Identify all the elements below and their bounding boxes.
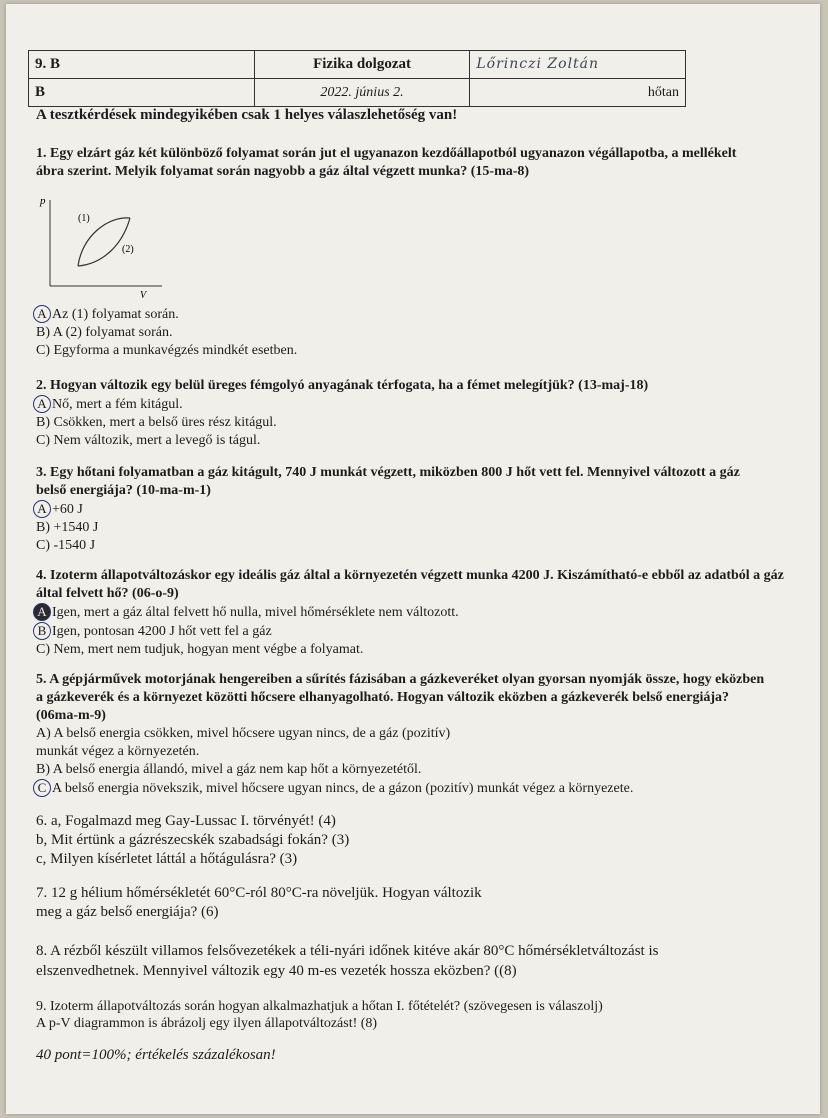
question-6c: c, Milyen kísérletet láttál a hőtágulásra? (3)	[36, 851, 298, 867]
selected-mark: A	[33, 305, 51, 323]
question-6b: b, Mit értünk a gázrészecskék szabadsági fokán? (3)	[36, 832, 350, 848]
pv-diagram	[30, 188, 170, 303]
instructions: A tesztkérdések mindegyikében csak 1 helyes válaszlehetőség van!	[36, 107, 458, 123]
question-4-text: 4. Izoterm állapotváltozáskor egy ideális gáz által a környezetén végzett munka 4200 J. Kiszámítható-e ebből az adatból a gáz által felvett hő? (06-o-9)	[36, 568, 784, 601]
signature-cell	[470, 51, 686, 79]
answer-1b[interactable]: B) A (2) folyamat során.	[36, 325, 173, 340]
answer-5a[interactable]: A) A belső energia csökken, mivel hőcsere ugyan nincs, de a gáz (pozitív)	[36, 726, 451, 741]
answer-5c[interactable]: C A belső energia növekszik, mivel hőcsere ugyan nincs, de a gázon (pozitív) munkát végez a környezete.	[36, 779, 766, 798]
question-2	[36, 377, 766, 450]
question-6	[36, 812, 349, 869]
question-6a: 6. a, Fogalmazd meg Gay-Lussac I. törvényét! (4)	[36, 813, 336, 829]
question-8: 8. A rézből készült villamos felsővezetékek a téli-nyári időnek kitéve akár 80°C hőmérsékletváltozást is elszenvedhetnek. Mennyivel változik egy 40 m-es vezeték hossza eközben? ((8)	[36, 943, 659, 979]
question-3-text: 3. Egy hőtani folyamatban a gáz kitágult, 740 J munkát végzett, miközben 800 J hőt vett fel. Mennyivel változott a gáz belső energiája? (10-ma-m-1)	[36, 465, 740, 498]
answer-5b[interactable]: B) A belső energia állandó, mivel a gáz nem kap hőt a környezetétől.	[36, 762, 422, 777]
answer-1a[interactable]: A Az (1) folyamat során.	[36, 305, 297, 324]
answer-3c[interactable]: C) -1540 J	[36, 538, 96, 553]
group-cell: B	[29, 79, 255, 107]
answer-2b[interactable]: B) Csökken, mert a belső üres rész kitágul.	[36, 415, 277, 430]
selected-mark: B	[33, 622, 51, 640]
question-2-text: 2. Hogyan változik egy belül üreges fémgolyó anyagának térfogata, ha a fémet melegítjük? (13-maj-18)	[36, 378, 649, 393]
selected-mark: A	[33, 395, 51, 413]
question-1-answers	[36, 305, 297, 360]
question-7: 7. 12 g hélium hőmérsékletét 60°C-ról 80°C-ra növeljük. Hogyan változik meg a gáz belső energiája? (6)	[36, 885, 482, 920]
selected-mark: A	[33, 500, 51, 518]
answer-2a[interactable]: A Nő, mert a fém kitágul.	[36, 395, 766, 414]
curve-1-label: (1)	[78, 213, 90, 224]
answer-2c[interactable]: C) Nem változik, mert a levegő is tágul.	[36, 433, 261, 448]
student-signature: Lőrinczi Zoltán	[476, 56, 600, 72]
header-table	[28, 50, 686, 107]
answer-4b[interactable]: B Igen, pontosan 4200 J hőt vett fel a gáz	[36, 622, 786, 641]
date-cell: 2022. június 2.	[254, 79, 470, 107]
selected-mark: C	[33, 779, 51, 797]
question-1	[36, 145, 756, 181]
question-9: 9. Izoterm állapotváltozás során hogyan alkalmazhatjuk a hőtan I. főtételét? (szövegesen is válaszolj) A p-V diagrammon is ábrázolj egy ilyen állapotváltozást! (8)	[36, 999, 603, 1031]
curve-1	[78, 218, 130, 266]
v-axis-label: V	[140, 290, 147, 301]
answer-3a[interactable]: A +60 J	[36, 500, 756, 519]
curve-2-label: (2)	[122, 244, 134, 255]
question-1-text: 1. Egy elzárt gáz két különböző folyamat során jut el ugyanazon kezdőállapotból ugyanazon végállapotba, a mellékelt ábra szerint. Melyik folyamat során nagyobb a gáz által végzett munka? (15-ma-8)	[36, 146, 737, 179]
topic-cell: hőtan	[470, 79, 686, 107]
p-axis-label: p	[40, 195, 46, 207]
class-cell: 9. B	[29, 51, 255, 79]
answer-5a-cont: munkát végez a környezetén.	[36, 744, 200, 759]
answer-4a[interactable]: A Igen, mert a gáz által felvett hő nulla, mivel hőmérséklete nem változott.	[36, 603, 786, 622]
question-4	[36, 567, 786, 659]
scoring-footer: 40 pont=100%; értékelés százalékosan!	[36, 1047, 276, 1063]
question-5-text: 5. A gépjárművek motorjának hengereiben a sűrítés fázisában a gázkeveréket olyan gyorsan nyomják össze, hogy eközben a gázkeverék és a környezet közötti hőcsere elhanyagolható. Hogyan változik eközben a gázkeverék belső energiája? (06ma-m-9)	[36, 672, 765, 723]
answer-3b[interactable]: B) +1540 J	[36, 520, 99, 535]
question-5	[36, 671, 766, 798]
title-cell: Fizika dolgozat	[254, 51, 470, 79]
answer-4c[interactable]: C) Nem, mert nem tudjuk, hogyan ment végbe a folyamat.	[36, 642, 364, 657]
answer-1c[interactable]: C) Egyforma a munkavégzés mindkét esetben.	[36, 343, 298, 358]
scribbled-mark: A	[33, 603, 51, 621]
question-3	[36, 464, 756, 555]
